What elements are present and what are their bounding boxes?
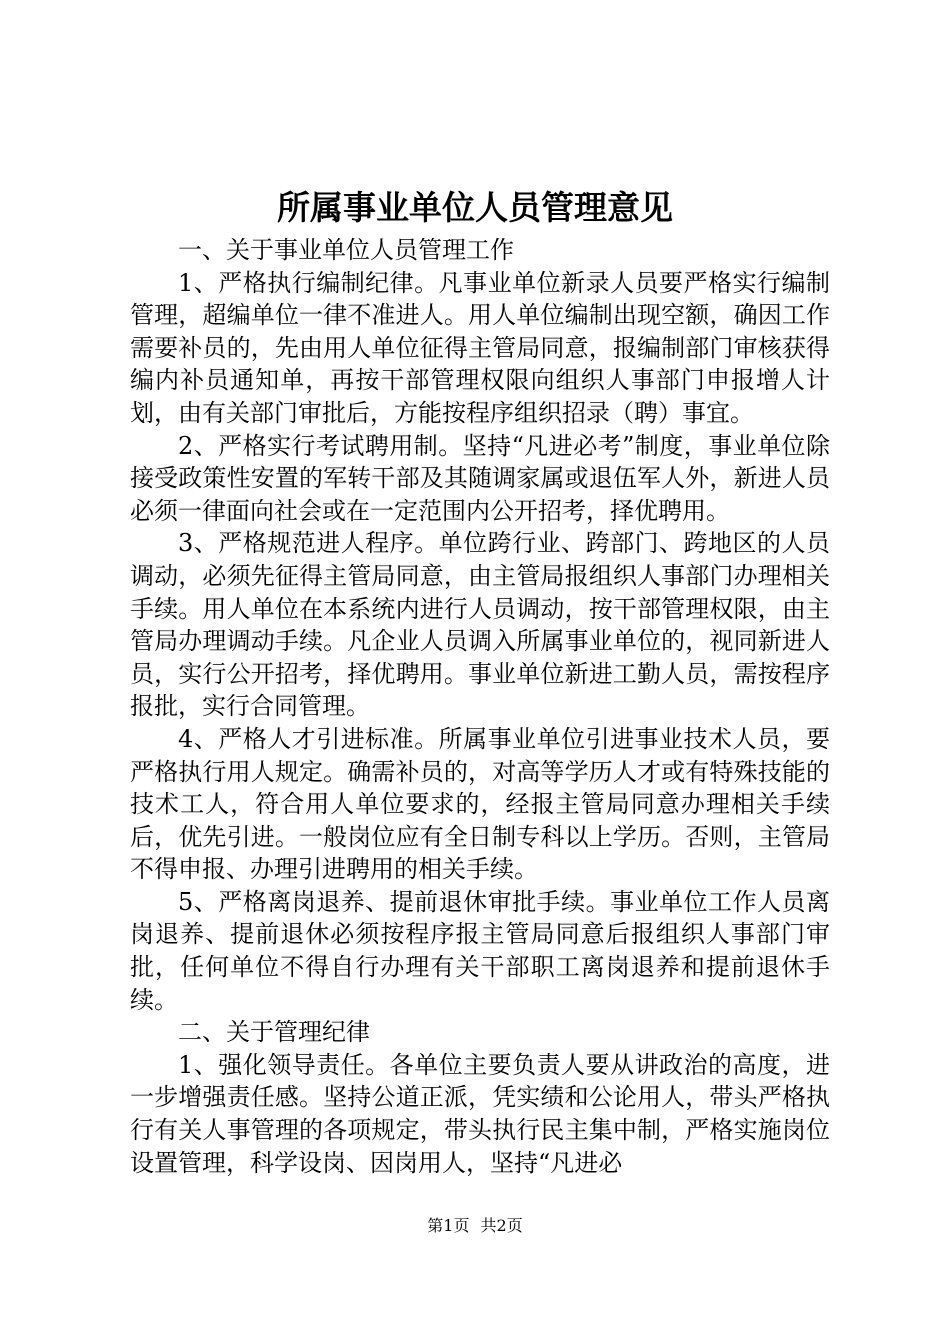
- section-heading: 一、关于事业单位人员管理工作: [178, 236, 514, 264]
- document-body: [130, 234, 830, 1179]
- paragraph: 1、严格执行编制纪律。凡事业单位新录人员要严格实行编制管理，超编单位一律不准进人。用人单位编制出现空额，确因工作需要补员的，先由用人单位征得主管局同意，报编制部门审核获得编内补员通知单，再按干部管理权限向组织人事部门申报增人计划，由有关部门审批后，方能按程序组织招录（聘）事宜。: [130, 268, 830, 427]
- section-heading: 二、关于管理纪律: [178, 1018, 370, 1047]
- page-number: 第1页: [427, 1216, 470, 1235]
- paragraph: 3、严格规范进人程序。单位跨行业、跨部门、跨地区的人员调动，必须先征得主管局同意，由主管局报组织人事部门办理相关手续。用人单位在本系统内进行人员调动，按干部管理权限，由主管局办理调动手续。凡企业人员调入所属事业单位的，视同新进人员，实行公开招考，择优聘用。事业单位新进工勤人员，需按程序报批，实行合同管理。: [130, 529, 830, 721]
- document-title: 所属事业单位人员管理意见: [277, 188, 673, 227]
- paragraph: 4、严格人才引进标准。所属事业单位引进事业技术人员，要严格执行用人规定。确需补员的，对高等学历人才或有特殊技能的技术工人，符合用人单位要求的，经报主管局同意办理相关手续后，优先引进。一般岗位应有全日制专科以上学历。否则，主管局不得申报、办理引进聘用的相关手续。: [130, 724, 830, 884]
- page-total: 共2页: [480, 1216, 523, 1235]
- paragraph: 5、严格离岗退养、提前退休审批手续。事业单位工作人员离岗退养、提前退休必须按程序报主管局同意后报组织人事部门审批，任何单位不得自行办理有关干部职工离岗退养和提前退休手续。: [130, 887, 830, 1014]
- paragraph: 2、严格实行考试聘用制。坚持“凡进必考”制度，事业单位除接受政策性安置的军转干部及其随调家属或退伍军人外，新进人员必须一律面向社会或在一定范围内公开招考，择优聘用。: [130, 431, 830, 525]
- paragraph: 1、强化领导责任。各单位主要负责人要从讲政治的高度，进一步增强责任感。坚持公道正派，凭实绩和公论用人，带头严格执行有关人事管理的各项规定，带头执行民主集中制，严格实施岗位设置管理，科学设岗、因岗用人，坚持“凡进必: [130, 1050, 830, 1177]
- page-footer: [0, 1215, 950, 1237]
